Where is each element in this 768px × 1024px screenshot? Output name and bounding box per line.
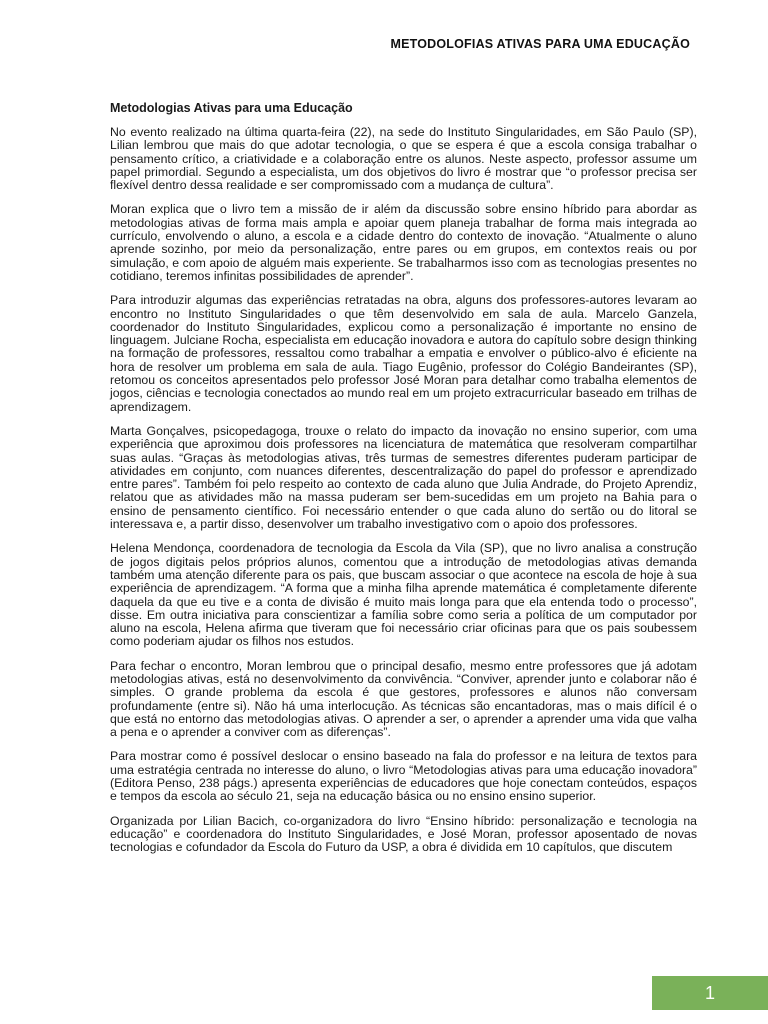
document-title: Metodologias Ativas para uma Educação — [110, 101, 353, 115]
paragraph: Organizada por Lilian Bacich, co-organizadora do livro “Ensino híbrido: personalização e tecnologia na educação” e coordenadora do Instituto Singularidades, e José Moran, professor aposentado de novas tecnologias e cofundador da Escola do Futuro da USP, a obra é dividida em 10 capítulos, que discutem — [110, 813, 697, 855]
paragraph: Para fechar o encontro, Moran lembrou que o principal desafio, mesmo entre professores que já adotam metodologias ativas, está no desenvolvimento da convivência. “Conviver, aprender junto e colaborar não é simples. O grande problema da escola é que gestores, professores e alunos não conversam profundamente (entre si). Não há uma interlocução. As técnicas são encantadoras, mas o mais difícil é o que está no entorno das metodologias ativas. O aprender a ser, o aprender a aprender uma vida que valha a pena e o aprender a conviver com as diferenças”. — [110, 658, 697, 740]
paragraph: Para mostrar como é possível deslocar o ensino baseado na fala do professor e na leitura de textos para uma estratégia centrada no interesse do aluno, o livro “Metodologias ativas para uma educação inovadora” (Editora Penso, 238 págs.) apresenta experiências de educadores que hoje conectam conteúdos, espaços e tempos da escola ao século 21, seja na educação básica ou no ensino ensino superior. — [110, 749, 697, 804]
paragraph: No evento realizado na última quarta-feira (22), na sede do Instituto Singularidades, em São Paulo (SP), Lilian lembrou que mais do que adotar tecnologia, o que se espera é que a escola consiga trabalhar o pensamento crítico, a criatividade e a colaboração entre os alunos. Neste aspecto, professor assume um papel primordial. Segundo a especialista, um dos objetivos do livro é mostrar que “o professor precisa ser flexível dentro dessa realidade e ser compromissado com a mudança de cultura”. — [110, 125, 697, 193]
document-body — [110, 101, 697, 866]
paragraph: Para introduzir algumas das experiências retratadas na obra, alguns dos professores-autores levaram ao encontro no Instituto Singularidades o que têm desenvolvido em sala de aula. Marcelo Ganzela, coordenador do Instituto Singularidades, explicou como a personalização é importante no ensino de linguagem. Julciane Rocha, especialista em educação inovadora e autora do capítulo sobre design thinking na formação de professores, ressaltou como trabalhar a empatia e envolver o público-alvo é eficiente na hora de resolver um problema em sala de aula. Tiago Eugênio, professor do Colégio Bandeirantes (SP), retomou os conceitos apresentados pelo professor José Moran para detalhar como trabalha elementos de jogos, ciências e tecnologia conectados ao mundo real em um projeto extracurricular baseado em trilhas de aprendizagem. — [110, 293, 697, 414]
paragraph: Moran explica que o livro tem a missão de ir além da discussão sobre ensino híbrido para abordar as metodologias ativas de forma mais ampla e apoiar quem planeja trabalhar de forma mais integrada ao currículo, envolvendo o aluno, a escola e a cidade dentro do contexto de inovação. “Atualmente o aluno aprende sozinho, por meio da personalização, entre pares ou em grupos, em contextos reais ou por simulação, e com apoio de alguém mais experiente. Se trabalharmos isso com as tecnologias presentes no cotidiano, teremos infinitas possibilidades de aprender”. — [110, 202, 697, 283]
paragraph: Helena Mendonça, coordenadora de tecnologia da Escola da Vila (SP), que no livro analisa a construção de jogos digitais pelos próprios alunos, comentou que a introdução de metodologias ativas demanda também uma atenção diferente para os pais, que buscam associar o que acontece na escola de hoje à sua experiência de aprendizagem. “A forma que a minha filha aprende matemática é completamente diferente daquela da que eu tive e a conta de divisão é muito mais longa para que ela entenda todo o processo”, disse. Em outra iniciativa para conscientizar a família sobre como seria a política de um computador por aluno na escola, Helena afirma que tiveram que foi necessário criar oficinas para que os pais soubessem como poderiam ajudar os filhos nos estudos. — [110, 541, 697, 649]
paragraph: Marta Gonçalves, psicopedagoga, trouxe o relato do impacto da inovação no ensino superior, com uma experiência que aproximou dois professores na licenciatura de matemática que resolveram compartilhar suas aulas. “Graças às metodologias ativas, três turmas de semestres diferentes puderam participar de atividades em conjunto, com nuances diferentes, descentralização do papel do professor e aprendizado entre pares”. Também foi pelo respeito ao contexto de cada aluno que Julia Andrade, do Projeto Aprendiz, relatou que as atividades mão na massa puderam ser bem-sucedidas em um projeto na Bahia para o ensino de pensamento científico. Foi necessário entender o que cada aluno do sertão ou do litoral se interessava e, a partir disso, desenvolver um trabalho investigativo com o apoio dos professores. — [110, 423, 697, 532]
page-number: 1 — [704, 982, 715, 1003]
page-number-badge — [652, 976, 768, 1010]
running-header: METODOLOFIAS ATIVAS PARA UMA EDUCAÇÃO — [390, 37, 690, 51]
